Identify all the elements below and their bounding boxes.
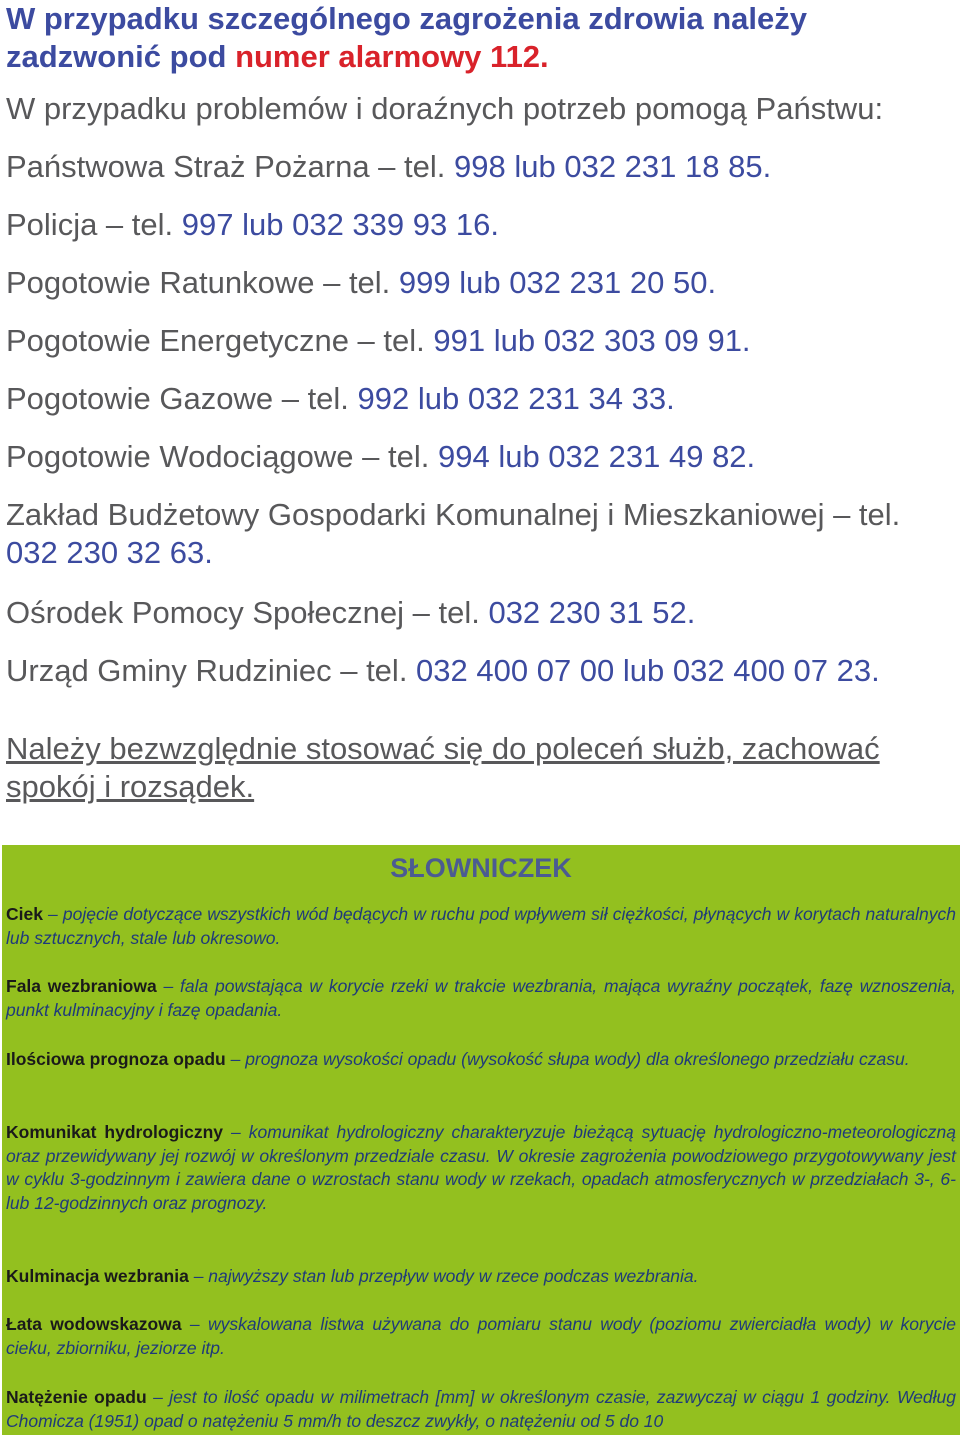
glossary-entry [6,903,956,950]
contact-name: Policja – tel. [6,207,182,242]
glossary-entry [6,1386,956,1433]
alarm-text: W przypadku szczególnego zagrożenia zdrowia należy zadzwonić pod [6,1,807,74]
contact-item [6,438,755,476]
contact-name: Ośrodek Pomocy Społecznej – tel. [6,595,489,630]
contact-item [6,148,771,186]
contact-name: Zakład Budżetowy Gospodarki Komunalnej i Mieszkaniowej – tel. [6,497,901,532]
contact-item [6,652,880,690]
contact-name: Pogotowie Energetyczne – tel. [6,323,434,358]
alarm-number: numer alarmowy 112. [235,39,549,74]
contact-numbers: 032 400 07 00 lub 032 400 07 23. [416,653,880,688]
contact-item [6,380,675,418]
glossary-definition: – jest to ilość opadu w milimetrach [mm] w określonym czasie, zazwyczaj w ciągu 1 godziny. Według Chomicza (1951) opad o natężeniu 5 mm/h to deszcz zwykły, o natężeniu od 5 do 10 [6,1387,956,1431]
contact-numbers: 997 lub 032 339 93 16. [181,207,499,242]
contact-item [6,496,951,572]
contact-name: Pogotowie Wodociągowe – tel. [6,439,438,474]
contact-numbers: 994 lub 032 231 49 82. [437,439,756,474]
glossary-definition: – pojęcie dotyczące wszystkich wód będących w ruchu pod wpływem sił ciężkości, płynących w korytach naturalnych lub sztucznych, stale lub okresowo. [6,904,956,948]
glossary-title: SŁOWNICZEK [390,853,572,883]
glossary-term: Ilościowa prognoza opadu [6,1049,226,1069]
safety-notice: Należy bezwzględnie stosować się do poleceń służb, zachować spokój i rozsądek. [6,731,880,804]
contact-item [6,264,716,302]
glossary-definition: – najwyższy stan lub przepływ wody w rzece podczas wezbrania. [188,1266,699,1286]
glossary-box [2,845,960,1435]
glossary-term: Natężenie opadu [6,1387,147,1407]
alarm-heading [6,0,956,76]
glossary-definition: – wyskalowana listwa używana do pomiaru stanu wody (poziomu zwierciadła wody) w korycie cieku, zbiorniku, jeziorze itp. [6,1314,956,1358]
glossary-definition: – komunikat hydrologiczny charakteryzuje bieżącą sytuację hydrologiczno-meteorologiczną oraz przewidywany jej rozwój w określonym przedziale czasu. W okresie zagrożenia powodziowego przygotowywany jest w cyklu 3-godzinnym i zawiera dane o wzrostach stanu wody w rzekach, opadach atmosferycznych w przedziałach 3-, 6- lub 12-godzinnych oraz prognozy. [6,1122,957,1213]
contact-item [6,322,751,360]
contact-numbers: 999 lub 032 231 20 50. [398,265,717,300]
glossary-entry [6,975,956,1022]
glossary-entry [6,1265,956,1289]
glossary-definition: – prognoza wysokości opadu (wysokość słupa wody) dla określonego przedziału czasu. [225,1049,910,1069]
glossary-definition: – fala powstająca w korycie rzeki w trakcie wezbrania, mająca wyraźny początek, fazę wznoszenia, punkt kulminacyjny i fazę opadania. [6,976,957,1020]
contact-numbers: 992 lub 032 231 34 33. [357,381,675,416]
glossary-term: Kulminacja wezbrania [6,1266,189,1286]
glossary-entry [6,1313,956,1360]
contact-numbers: 998 lub 032 231 18 85. [454,149,772,184]
glossary-term: Fala wezbraniowa [6,976,157,996]
contact-numbers: 032 230 32 63. [6,535,213,570]
glossary-term: Komunikat hydrologiczny [6,1122,224,1142]
contact-item [6,594,695,632]
contact-name: Państwowa Straż Pożarna – tel. [6,149,455,184]
glossary-entry [6,1048,956,1072]
contact-name: Urząd Gminy Rudziniec – tel. [6,653,417,688]
glossary-entry [6,1121,956,1215]
contact-numbers: 991 lub 032 303 09 91. [433,323,751,358]
glossary-term: Łata wodowskazowa [6,1314,182,1334]
glossary-term: Ciek [6,904,43,924]
contact-numbers: 032 230 31 52. [488,595,696,630]
contacts-intro: W przypadku problemów i doraźnych potrzeb pomogą Państwu: [6,91,884,126]
contact-name: Pogotowie Gazowe – tel. [6,381,358,416]
contact-name: Pogotowie Ratunkowe – tel. [6,265,399,300]
contact-item [6,206,499,244]
